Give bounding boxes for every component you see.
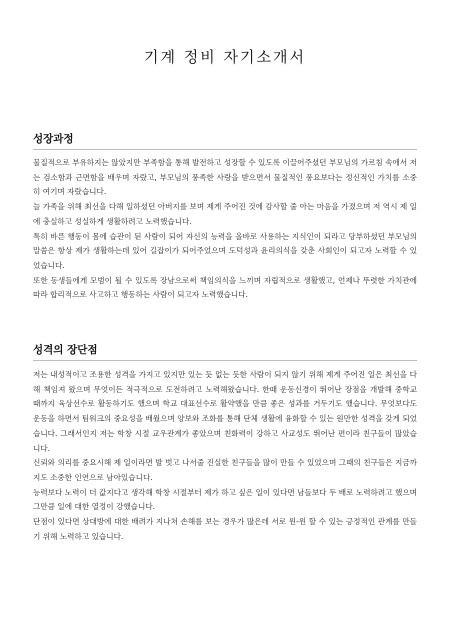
section-body-personality xyxy=(33,368,417,544)
paragraph: 능력보다 노력이 더 값지다고 생각해 학창 시절부터 제가 하고 싶은 일이 있다면 남들보다 두 배로 노력하려고 했으며 그만큼 일에 대한 열정이 강했습니다. xyxy=(33,487,417,512)
paragraph: 특히 바른 행동이 몸에 습관이 된 사람이 되어 자신의 능력을 올바로 사용하는 지식인이 되라고 당부하셨던 부모님의 말씀은 항상 제가 생활하는데 있어 길잡이가 되어주었으며 도덕성과 윤리의식을 갖춘 사회인이 되고자 노력할 수 있었습니다. xyxy=(33,231,417,270)
section-heading-growth: 성장과정 xyxy=(33,133,74,145)
section-divider xyxy=(33,149,417,150)
paragraph: 늘 가족을 위해 최선을 다해 일하셨던 아버지를 보며 제게 주어진 것에 감사할 줄 아는 마음을 가졌으며 저 역시 제 일에 충실하고 성실하게 생활하려고 노력했습니다. xyxy=(33,202,417,226)
paragraph: 또한 동생들에게 모범이 될 수 있도록 장남으로써 책임의식을 느끼며 자립적으로 생활했고, 언제나 뚜렷한 가치관에 따라 합리적으로 사고하고 행동하는 사람이 되고자 노력했습니다. xyxy=(33,275,417,300)
paragraph: 물질적으로 부유하지는 않았지만 부족함을 통해 발전하고 성장할 수 있도록 이끌어주셨던 부모님의 가르침 속에서 저는 검소함과 근면함을 배우며 자랐고, 부모님의 풍족한 사랑을 받으면서 물질적인 풍요보다는 정신적인 가치를 소중히 여기며 자랐습니다. xyxy=(33,158,417,197)
document-title: 기계 정비 자기소개서 xyxy=(144,48,306,66)
paragraph: 신뢰와 의리를 중요시해 제 일이라면 발 벗고 나서줄 진실한 친구들을 많이 만들 수 있었으며 그때의 친구들은 지금까지도 소중한 인연으로 남아있습니다. xyxy=(33,458,417,482)
section-divider xyxy=(33,360,417,361)
section-heading-personality: 성격의 장단점 xyxy=(33,344,98,356)
section-body-growth xyxy=(33,156,417,303)
paragraph: 저는 내성적이고 조용한 성격을 가지고 있지만 있는 듯 없는 듯한 사람이 되지 않기 위해 제게 주어진 일은 최선을 다해 책임져 왔으며 무엇이든 적극적으로 도전하려고 노력해왔습니다. 한때 운동신경이 뛰어난 장점을 개발해 중학교 때까지 육상선수로 활동하기도 했으며 학교 대표선수로 활약했을 만큼 좋은 성과를 거두기도 했습니다. 무엇보다도 운동을 하면서 팀워크의 중요성을 배웠으며 양보와 조화를 통해 단체 생활에 융화할 수 있는 원만한 성격을 갖게 되었습니다. 그래서인지 저는 학창 시절 교우관계가 좋았으며 친화력이 강하고 사교성도 뛰어난 편이라 친구들이 많았습니다. xyxy=(33,370,417,453)
paragraph: 단점이 있다면 상대방에 대한 배려가 지나쳐 손해를 보는 경우가 많은데 서로 윈-윈 할 수 있는 긍정적인 관계를 만들기 위해 노력하고 있습니다. xyxy=(33,517,417,541)
